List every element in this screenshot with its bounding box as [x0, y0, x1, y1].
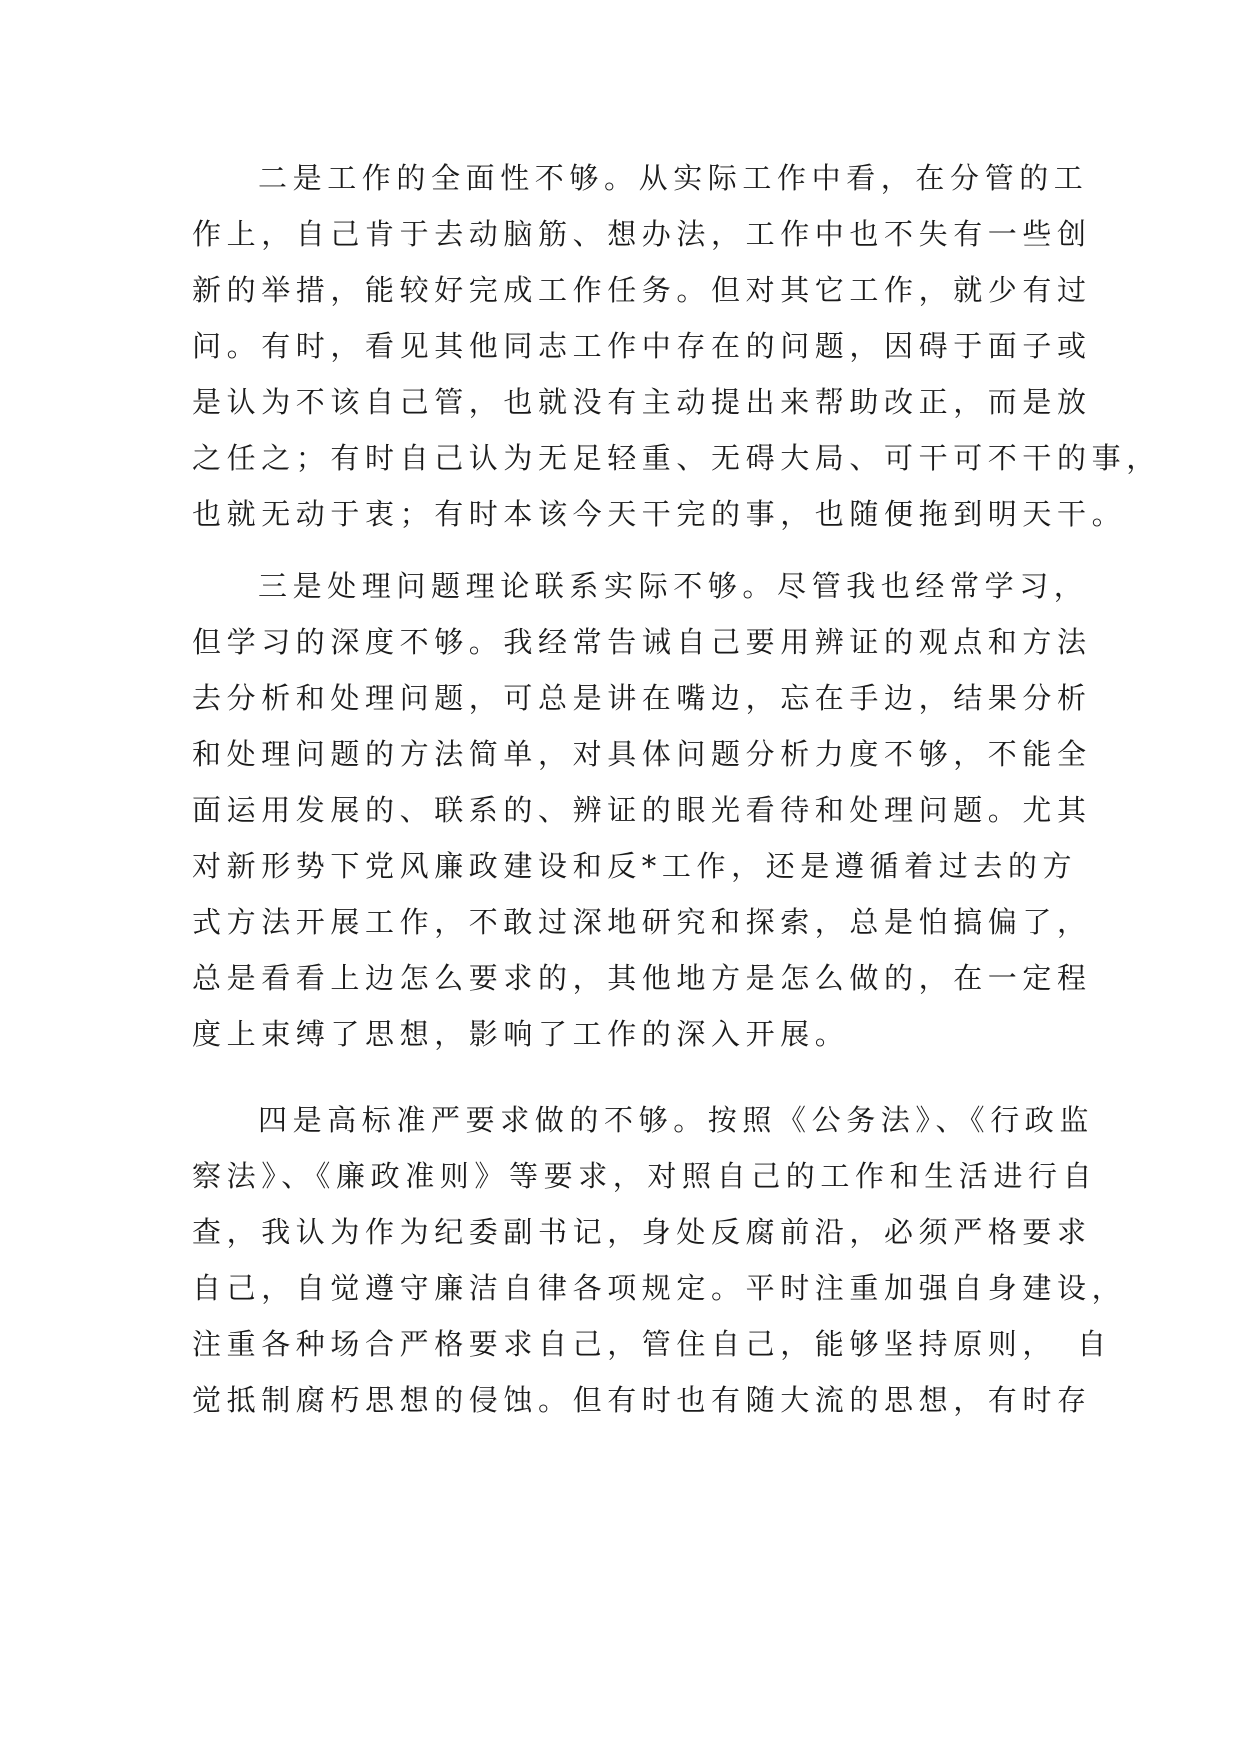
paragraph-spacer: [192, 1062, 1052, 1092]
text-line: 总是看看上边怎么要求的，其他地方是怎么做的，在一定程: [192, 961, 1092, 995]
text-line: 也就无动于衷；有时本该今天干完的事，也随便拖到明天干。: [192, 497, 1127, 531]
text-line: 注重各种场合严格要求自己，管住自己，能够坚持原则， 自: [192, 1327, 1112, 1361]
text-line: 之任之；有时自己认为无足轻重、无碍大局、可干可不干的事，: [192, 441, 1161, 475]
text-line: 三是处理问题理论联系实际不够。尽管我也经常学习，: [258, 569, 1089, 603]
text-line: 式方法开展工作，不敢过深地研究和探索，总是怕搞偏了，: [192, 905, 1092, 939]
text-line: 对新形势下党风廉政建设和反*工作，还是遵循着过去的方: [192, 849, 1078, 883]
text-line: 新的举措，能较好完成工作任务。但对其它工作，就少有过: [192, 273, 1092, 307]
paragraph-work-comprehensiveness: [192, 150, 1161, 542]
text-line: 但学习的深度不够。我经常告诫自己要用辨证的观点和方法: [192, 625, 1092, 659]
text-line: 面运用发展的、联系的、辨证的眼光看待和处理问题。尤其: [192, 793, 1092, 827]
text-line: 自己，自觉遵守廉洁自律各项规定。平时注重加强自身建设，: [192, 1271, 1127, 1305]
text-line: 和处理问题的方法简单，对具体问题分析力度不够，不能全: [192, 737, 1092, 771]
text-line: 二是工作的全面性不够。从实际工作中看，在分管的工: [258, 161, 1089, 195]
paragraph-theory-practice: [192, 558, 1092, 1062]
text-line: 觉抵制腐朽思想的侵蚀。但有时也有随大流的思想，有时存: [192, 1383, 1092, 1417]
text-line: 四是高标准严要求做的不够。按照《公务法》、《行政监: [258, 1103, 1095, 1137]
paragraph-high-standards: [192, 1092, 1127, 1428]
text-line: 作上，自己肯于去动脑筋、想办法，工作中也不失有一些创: [192, 217, 1092, 251]
paragraph-spacer: [192, 542, 1052, 558]
text-line: 问。有时，看见其他同志工作中存在的问题，因碍于面子或: [192, 329, 1092, 363]
document-body: [192, 150, 1161, 1428]
text-line: 察法》、《廉政准则》等要求，对照自己的工作和生活进行自: [192, 1159, 1098, 1193]
text-line: 查，我认为作为纪委副书记，身处反腐前沿，必须严格要求: [192, 1215, 1092, 1249]
text-line: 是认为不该自己管，也就没有主动提出来帮助改正，而是放: [192, 385, 1092, 419]
text-line: 去分析和处理问题，可总是讲在嘴边，忘在手边，结果分析: [192, 681, 1092, 715]
text-line: 度上束缚了思想，影响了工作的深入开展。: [192, 1017, 850, 1051]
